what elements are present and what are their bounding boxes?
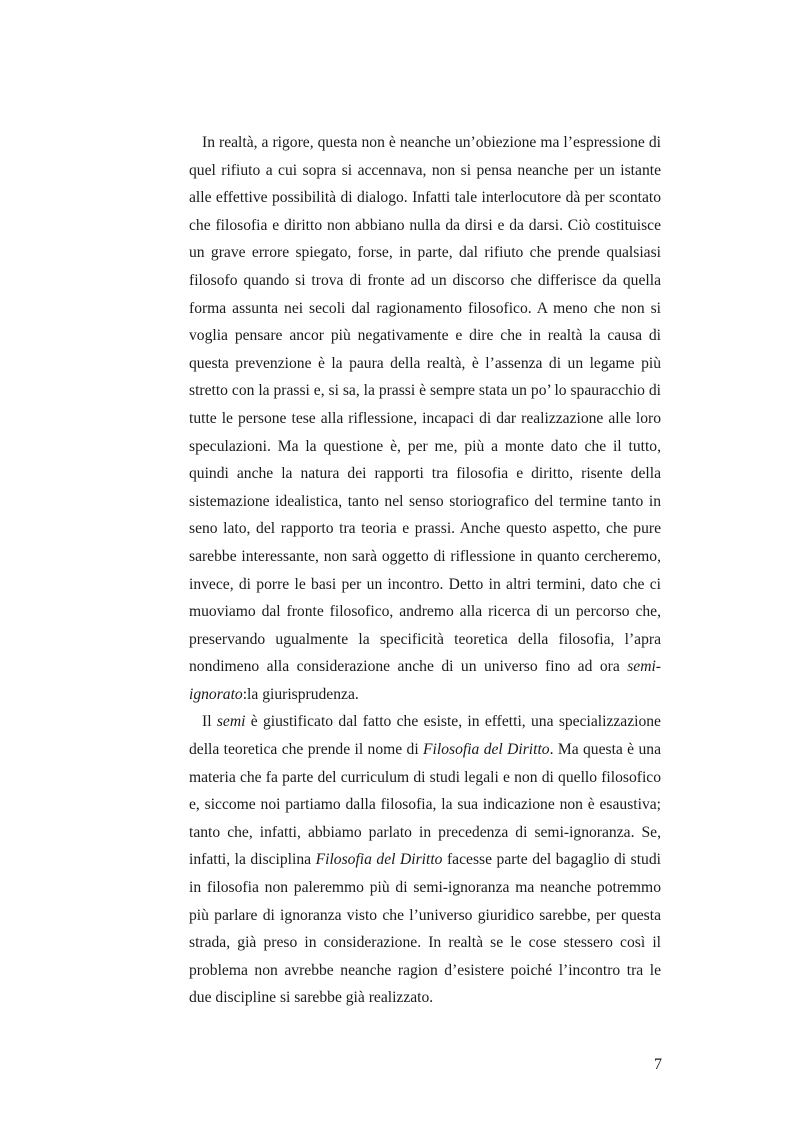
paragraph-2-start: Il — [202, 713, 217, 731]
paragraph-1-end: :la giurisprudenza. — [242, 685, 359, 703]
paragraph-2-text-a: è giustificato dal fatto che esiste, in effetti, una specializzazione della teoretica che prende il nome di — [189, 713, 661, 759]
italic-term-semi-ignorato: semi-ignorato — [189, 658, 661, 703]
paragraph-1 — [189, 129, 661, 708]
paragraph-2-text-c: facesse parte del bagaglio di studi in filosofia non paleremmo più di semi-ignoranza ma neanche potremmo più parlare di ignoranza visto che l’universo giuridico sarebbe, per questa strada, già preso in considerazione. In realtà se le cose stessero così il problema non avrebbe neanche ragion d’esistere poiché l’incontro tra le due discipline si sarebbe già realizzato. — [189, 851, 661, 1007]
italic-term-semi: semi — [216, 713, 246, 731]
italic-term-filosofia-del-diritto-1: Filosofia del Diritto — [423, 741, 550, 759]
body-text — [189, 129, 661, 1012]
page-number: 7 — [654, 1056, 662, 1073]
paragraph-2 — [189, 708, 661, 1012]
italic-term-filosofia-del-diritto-2: Filosofia del Diritto — [315, 851, 443, 869]
paragraph-1-text: In realtà, a rigore, questa non è neanche un’obiezione ma l’espressione di quel rifiuto a cui sopra si accennava, non si pensa neanche per un istante alle effettive possibilità di dialogo. Infatti tale interlocutore dà per scontato che filosofia e diritto non abbiano nulla da dirsi e da darsi. Ciò costituisce un grave errore spiegato, forse, in parte, dal rifiuto che prende qualsiasi filosofo quando si trova di fronte ad un discorso che differisce da quella forma assunta nei secoli dal ragionamento filosofico. A meno che non si voglia pensare ancor più negativamente e dire che in realtà la causa di questa prevenzione è la paura della realtà, è l’assenza di un legame più stretto con la prassi e, si sa, la prassi è sempre stata un po’ lo spauracchio di tutte le persone tese alla riflessione, incapaci di dar realizzazione alle loro speculazioni. Ma la questione è, per me, più a monte dato che il tutto, quindi anche la natura dei rapporti tra filosofia e diritto, risente della sistemazione idealistica, tanto nel senso storiografico del termine tanto in seno lato, del rapporto tra teoria e prassi. Anche questo aspetto, che pure sarebbe interessante, non sarà oggetto di riflessione in quanto cercheremo, invece, di porre le basi per un incontro. Detto in altri termini, dato che ci muoviamo dal fronte filosofico, andremo alla ricerca di un percorso che, preservando ugualmente la specificità teoretica della filosofia, l’apra nondimeno alla considerazione anche di un universo fino ad ora — [189, 134, 661, 676]
paragraph-2-text-b: . Ma questa è una materia che fa parte del curriculum di studi legali e non di quello filosofico e, siccome noi partiamo dalla filosofia, la sua indicazione non è esaustiva; tanto che, infatti, abbiamo parlato in precedenza di semi-ignoranza. Se, infatti, la disciplina — [189, 741, 661, 869]
